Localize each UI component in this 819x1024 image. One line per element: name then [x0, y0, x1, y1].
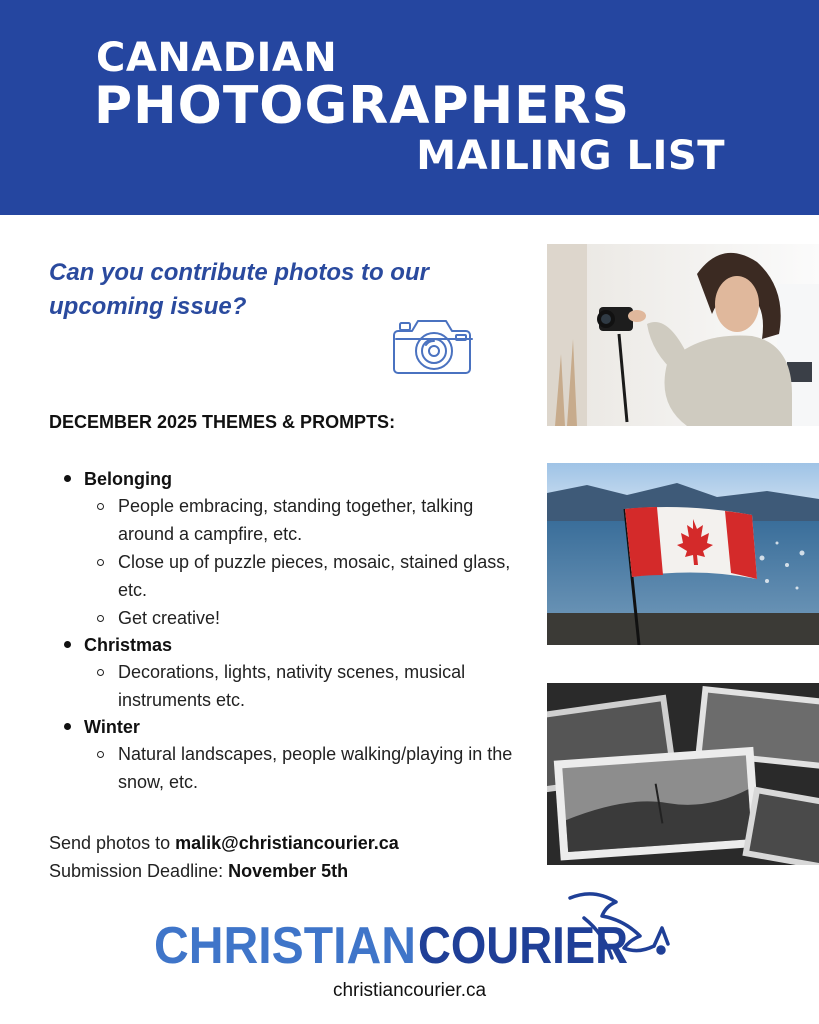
- email-link[interactable]: malik@christiancourier.ca: [175, 833, 399, 853]
- theme-christmas: [62, 632, 522, 714]
- bullet: [64, 723, 71, 730]
- deadline-date: November 5th: [228, 861, 349, 881]
- prompt-item: [84, 492, 522, 548]
- contact-info: [49, 829, 399, 885]
- themes-list: [62, 466, 522, 796]
- send-prefix: Send photos to: [49, 833, 171, 853]
- theme-name: Belonging: [84, 469, 172, 489]
- theme-name: Winter: [84, 717, 140, 737]
- contribution-question: Can you contribute photos to our upcoming issue?: [49, 259, 429, 320]
- prompt-text: People embracing, standing together, talking around a campfire, etc.: [118, 496, 474, 544]
- photo-prints-photo: [547, 683, 819, 865]
- theme-winter: [62, 714, 522, 796]
- prompt-text: Close up of puzzle pieces, mosaic, stained glass, etc.: [118, 552, 511, 600]
- banner-title-line2: PHOTOGRAPHERS: [94, 76, 631, 136]
- photographer-photo: [547, 244, 819, 426]
- bullet: [97, 615, 104, 622]
- bullet: [97, 503, 104, 510]
- deadline-prefix: Submission Deadline:: [49, 861, 224, 881]
- banner-title-line3: MAILING LIST: [416, 133, 725, 179]
- header-banner: [0, 0, 819, 215]
- christian-courier-logo: [154, 888, 674, 970]
- themes-heading: DECEMBER 2025 THEMES & PROMPTS:: [49, 412, 396, 432]
- prompt-text: Get creative!: [118, 608, 221, 628]
- prompt-item: [84, 604, 522, 632]
- theme-belonging: [62, 466, 522, 632]
- website-link[interactable]: christiancourier.ca: [332, 980, 487, 1001]
- prompt-text: Decorations, lights, nativity scenes, musical instruments etc.: [118, 662, 466, 710]
- bullet: [64, 475, 71, 482]
- logo-text-christian: CHRISTIAN: [154, 917, 416, 970]
- bullet: [64, 641, 71, 648]
- bullet: [97, 751, 104, 758]
- logo-text-courier: COURIER: [418, 917, 628, 970]
- banner-title-line1: CANADIAN: [96, 35, 338, 81]
- prompt-item: [84, 658, 522, 714]
- deadline-line: [49, 857, 399, 885]
- camera-icon: [392, 309, 476, 379]
- bullet: [97, 669, 104, 676]
- send-line: [49, 829, 399, 857]
- theme-name: Christmas: [84, 635, 173, 655]
- prompt-text: Natural landscapes, people walking/playing in the snow, etc.: [118, 744, 513, 792]
- canada-flag-photo: [547, 463, 819, 645]
- prompt-item: [84, 548, 522, 604]
- bullet: [97, 559, 104, 566]
- prompt-item: [84, 740, 522, 796]
